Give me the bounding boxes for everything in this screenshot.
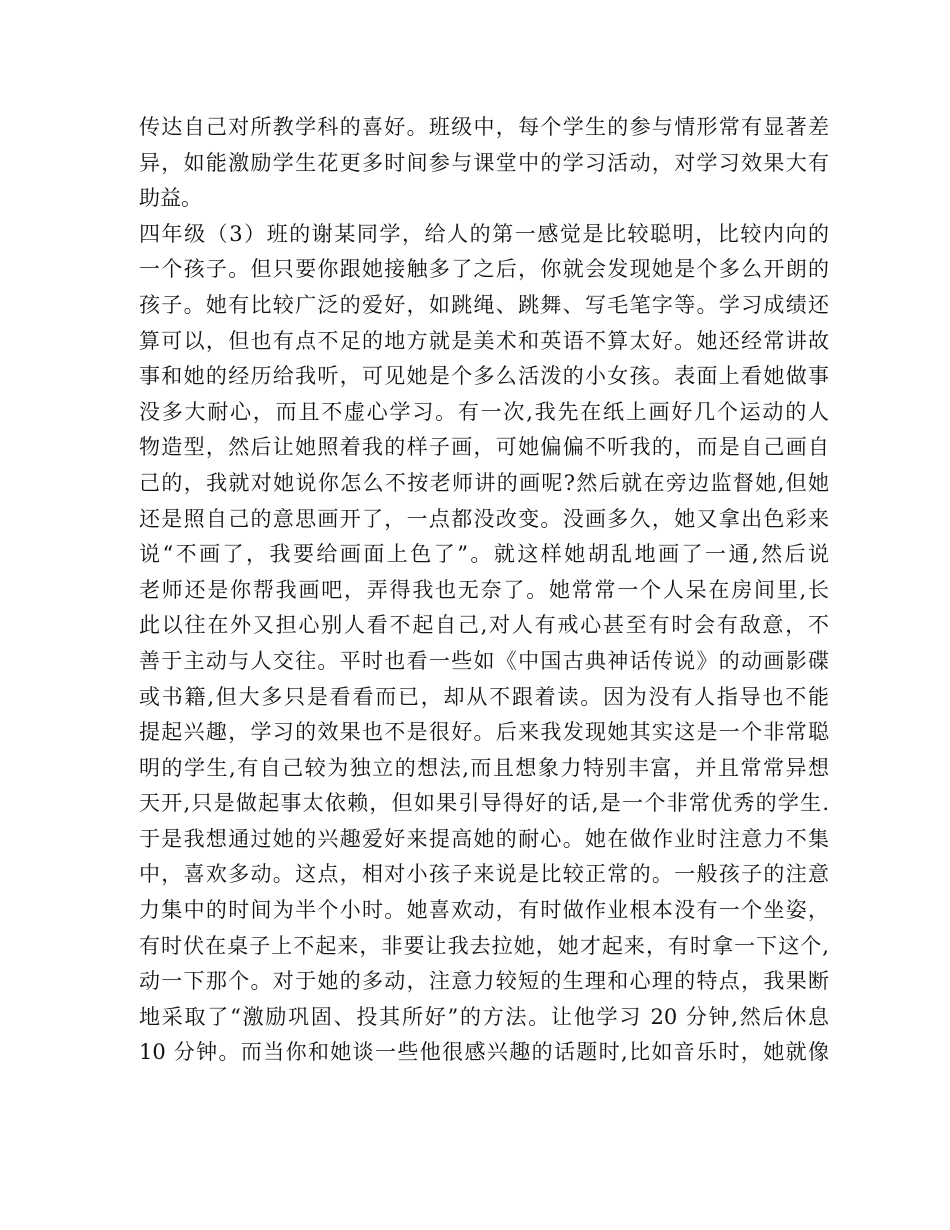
text-line: 提起兴趣，学习的效果也不是很好。后来我发现她其实这是一个非常聪 <box>139 720 829 745</box>
text-line: 10 分钟。而当你和她谈一些他很感兴趣的话题时,比如音乐时，她就像 <box>139 1040 829 1065</box>
text-line: 孩子。她有比较广泛的爱好，如跳绳、跳舞、写毛笔字等。学习成绩还 <box>139 292 829 317</box>
text-line: 力集中的时间为半个小时。她喜欢动，有时做作业根本没有一个坐姿， <box>139 898 829 923</box>
text-line: 异，如能激励学生花更多时间参与课堂中的学习活动，对学习效果大有 <box>139 150 829 175</box>
text-line: 地采取了“激励巩固、投其所好”的方法。让他学习 20 分钟,然后休息 <box>139 1004 829 1029</box>
text-line: 四年级（3）班的谢某同学，给人的第一感觉是比较聪明，比较内向的 <box>139 221 829 246</box>
text-line: 老师还是你帮我画吧，弄得我也无奈了。她常常一个人呆在房间里,长 <box>139 577 829 602</box>
body-text <box>139 110 829 1071</box>
text-line: 此以往在外又担心别人看不起自己,对人有戒心甚至有时会有敌意，不 <box>139 613 829 638</box>
text-line: 还是照自己的意思画开了，一点都没改变。没画多久，她又拿出色彩来 <box>139 506 829 531</box>
text-line: 算可以，但也有点不足的地方就是美术和英语不算太好。她还经常讲故 <box>139 328 829 353</box>
text-line: 于是我想通过她的兴趣爱好来提高她的耐心。她在做作业时注意力不集 <box>139 826 829 851</box>
text-line: 或书籍,但大多只是看看而已，却从不跟着读。因为没有人指导也不能 <box>139 684 829 709</box>
text-line: 己的，我就对她说你怎么不按老师讲的画呢?然后就在旁边监督她,但她 <box>139 470 829 495</box>
text-line: 中，喜欢多动。这点，相对小孩子来说是比较正常的。一般孩子的注意 <box>139 862 829 887</box>
text-line: 动一下那个。对于她的多动，注意力较短的生理和心理的特点，我果断 <box>139 969 829 994</box>
text-line: 善于主动与人交往。平时也看一些如《中国古典神话传说》的动画影碟 <box>139 648 829 673</box>
text-line: 天开,只是做起事太依赖，但如果引导得好的话,是一个非常优秀的学生. <box>139 791 829 816</box>
text-line: 物造型，然后让她照着我的样子画，可她偏偏不听我的，而是自己画自 <box>139 435 829 460</box>
text-line: 没多大耐心，而且不虚心学习。有一次,我先在纸上画好几个运动的人 <box>139 399 829 424</box>
text-line: 明的学生,有自己较为独立的想法,而且想象力特别丰富，并且常常异想 <box>139 755 829 780</box>
text-line: 说“不画了，我要给画面上色了”。就这样她胡乱地画了一通,然后说 <box>139 542 829 567</box>
text-line: 有时伏在桌子上不起来，非要让我去拉她，她才起来，有时拿一下这个, <box>139 933 829 958</box>
text-line: 事和她的经历给我听，可见她是个多么活泼的小女孩。表面上看她做事 <box>139 364 829 389</box>
text-line: 传达自己对所教学科的喜好。班级中，每个学生的参与情形常有显著差 <box>139 115 829 139</box>
text-line: 助益。 <box>139 186 202 211</box>
text-line: 一个孩子。但只要你跟她接触多了之后，你就会发现她是个多么开朗的 <box>139 257 829 282</box>
